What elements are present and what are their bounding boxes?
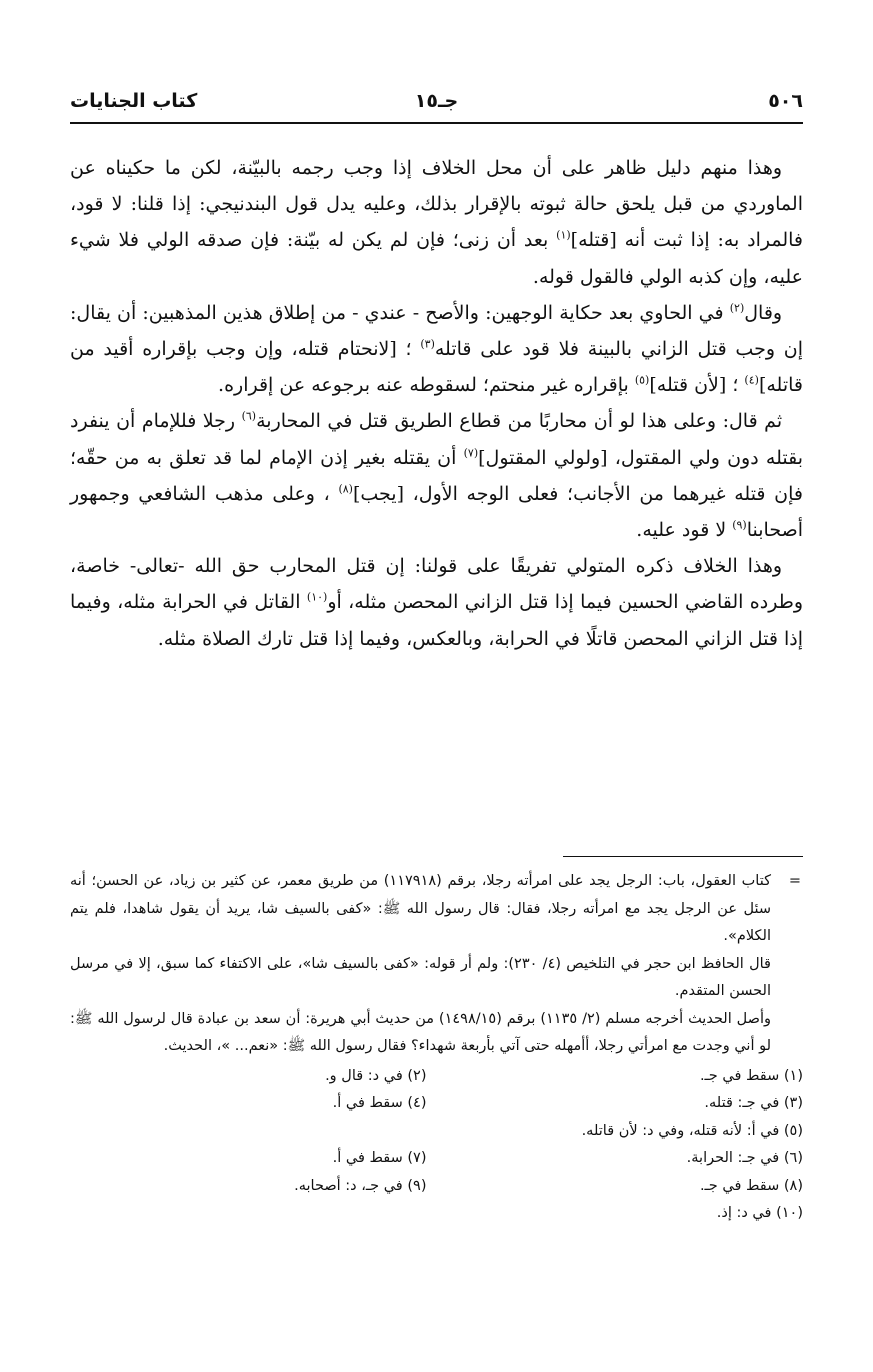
footnote-item <box>70 1145 427 1173</box>
footnote-ref: (٥) <box>634 373 650 387</box>
continuation-marker: = <box>788 873 801 889</box>
footnote-ref: (٢) <box>729 301 745 315</box>
text-run: رجلا فللإمام أن ينفرد بقتله دون ولي المقتول، [ولولي المقتول] <box>70 410 803 469</box>
footnote-paragraph: وأصل الحديث أخرجه مسلم (٢/ ١١٣٥) برقم (١٤٩٨/١٥) من حديث أبي هريرة: أن سعد بن عبادة قال لرسول الله ﷺ: لو أني وجدت مع امرأتي رجلا، أأمهله حتى آتي بأربعة شهداء؟ فقال رسول الله ﷺ: «نعم... »، الحديث. <box>70 1010 772 1054</box>
volume-label: جـ١٥ <box>414 90 459 112</box>
footnotes-area <box>70 868 803 1228</box>
footnote-number: (٧) <box>407 1150 427 1166</box>
footnote-text: في جـ: قتله. <box>704 1095 780 1111</box>
footnote-text: في د: قال و. <box>325 1067 403 1084</box>
text-run: وهذا الخلاف ذكره المتولي تفريقًا على قولنا: إن قتل المحارب حق الله -تعالى- خاصة، وطرده القاضي الحسين فيما إذا قتل الزاني المحصن مثله، أو <box>70 555 803 614</box>
footnote-number: (١) <box>783 1067 803 1084</box>
text-run: في الحاوي بعد حكاية الوجهين: والأصح - عندي - من إطلاق هذين المذهبين: أن يقال: إن وجب قتل الزاني بالبينة فلا قود على قاتله <box>70 301 803 361</box>
footnote-number: (٦) <box>783 1150 803 1166</box>
footnote-item <box>70 1200 803 1228</box>
footnote-number: (٣) <box>783 1095 803 1111</box>
header-rule <box>70 122 803 124</box>
body-paragraph <box>70 548 803 657</box>
footnote-item <box>447 1173 804 1201</box>
text-run: وقال <box>744 301 783 324</box>
footnote-item <box>447 1090 804 1118</box>
footnote-number: (٤) <box>407 1095 427 1111</box>
footnote-item <box>447 1063 804 1091</box>
footnote-list <box>70 1063 803 1228</box>
body-paragraph <box>70 150 803 295</box>
body-paragraph <box>70 403 803 548</box>
footnote-number: (٥) <box>783 1122 803 1139</box>
footnote-paragraph: قال الحافظ ابن حجر في التلخيص (٤/ ٢٣٠): ولم أر قوله: «كفى بالسيف شا»، على الاكتفاء كما سبق، إلا في مرسل الحسن المتقدم. <box>70 955 771 999</box>
footnote-number: (٢) <box>407 1067 427 1084</box>
footnote-text: في جـ: الحرابة. <box>686 1150 780 1166</box>
footnote-number: (٨) <box>783 1177 803 1194</box>
footnote-continuation <box>70 868 803 1061</box>
footnote-item <box>70 1063 427 1091</box>
footnote-text: في جـ، د: أصحابه. <box>294 1177 403 1194</box>
footnote-number: (١٠) <box>776 1205 803 1221</box>
body-paragraph <box>70 295 803 404</box>
footnote-ref: (٩) <box>732 518 747 532</box>
text-run: القاتل في الحرابة مثله، وفيما إذا قتل الزاني المحصن قاتلًا في الحرابة، وبالعكس، وفيما إذا قتل تارك الصلاة مثله. <box>70 591 803 650</box>
footnote-number: (٩) <box>407 1177 427 1194</box>
footnote-ref: (٦) <box>241 410 257 424</box>
text-run: وهذا منهم دليل ظاهر على أن محل الخلاف إذا وجب رجمه بالبيّنة، لكن ما حكيناه عن الماوردي من قبل يلحق حالة ثبوته بالإقرار بذلك، وعليه يدل قول البندنيجي: إذا قلنا: لا قود، فالمراد به: إذا ثبت أنه [قتله] <box>70 157 804 252</box>
text-run: ، وعلى مذهب الشافعي وجمهور أصحابنا <box>70 482 803 542</box>
footnote-text: سقط في جـ. <box>699 1177 780 1194</box>
text-run: أن يقتله بغير إذن الإمام لما قد تعلق به من حقّه؛ فإن قتله غيرهما من الأجانب؛ فعلى الوجه الأول، [يجب] <box>70 446 804 505</box>
running-header <box>70 84 803 118</box>
footnote-text: في أ: لأنه قتله، وفي د: لأن قاتله. <box>581 1122 780 1139</box>
footnote-ref: (٣) <box>420 337 435 351</box>
text-run: ؛ [لأن قتله] <box>649 374 745 397</box>
text-run: بإقراره غير منحتم؛ لسقوطه عنه برجوعه عن إقراره. <box>218 374 635 397</box>
footnote-text: سقط في أ. <box>332 1150 403 1166</box>
text-run: ثم قال: وعلى هذا لو أن محاربًا من قطاع الطريق قتل في المحاربة <box>256 410 783 433</box>
footnote-ref: (٨) <box>338 482 353 496</box>
footnote-text: سقط في أ. <box>332 1095 403 1111</box>
footnote-item <box>70 1118 803 1146</box>
footnote-item <box>70 1173 427 1201</box>
footnote-item <box>447 1145 804 1173</box>
footnote-paragraph: كتاب العقول، باب: الرجل يجد على امرأته رجلا، برقم (١١٧٩١٨) من طريق معمر، عن كثير بن زياد، عن الحسن؛ أنه سئل عن الرجل يجد مع امرأته رجلا، فقال: قال رسول الله ﷺ: «كفى بالسيف شا، يريد أن يقول شاهدا، فلم يتم الكلام». <box>70 873 771 944</box>
text-run: بعد أن زنى؛ فإن لم يكن له بيّنة: فإن صدقه الولي فلا شيء عليه، وإن كذبه الولي فالقول قوله. <box>70 229 803 288</box>
main-text <box>70 150 803 657</box>
footnote-ref: (١٠) <box>306 591 328 605</box>
footnote-item <box>70 1090 427 1118</box>
book-title: كتاب الجنايات <box>70 90 198 112</box>
page-number: ٥٠٦ <box>768 90 803 112</box>
footnote-ref: (١) <box>556 229 571 243</box>
footnote-text: سقط في جـ. <box>699 1067 780 1084</box>
footnote-text: في د: إذ. <box>716 1205 772 1221</box>
footnote-separator <box>563 856 803 857</box>
text-run: ؛ [لانحتام قتله، وإن وجب بإقراره أقيد من قاتله] <box>70 338 803 397</box>
footnote-ref: (٧) <box>463 446 479 460</box>
footnote-ref: (٤) <box>744 373 759 387</box>
text-run: لا قود عليه. <box>636 519 733 542</box>
